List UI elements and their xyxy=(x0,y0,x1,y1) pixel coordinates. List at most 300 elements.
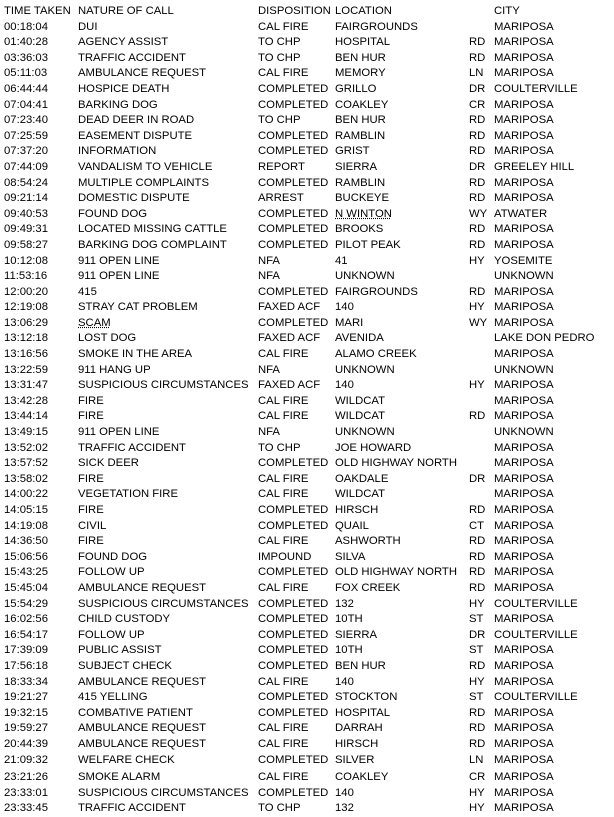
cell-time: 03:36:03 xyxy=(4,51,48,64)
cell-disposition: COMPLETED xyxy=(258,285,329,298)
cell-nature: LOST DOG xyxy=(78,332,137,345)
cell-nature: 415 YELLING xyxy=(78,691,148,704)
cell-location: OAKDALE xyxy=(335,472,389,485)
table-row xyxy=(4,129,610,145)
cell-city: MARIPOSA xyxy=(494,644,554,657)
cell-nature: 415 xyxy=(78,285,97,298)
cell-disposition: CAL FIRE xyxy=(258,20,309,33)
cell-time: 13:49:15 xyxy=(4,426,48,439)
table-row xyxy=(4,612,610,628)
cell-time: 13:57:52 xyxy=(4,457,48,470)
table-row xyxy=(4,378,610,394)
table-row xyxy=(4,643,610,659)
cell-time: 13:06:29 xyxy=(4,316,48,329)
cell-disposition: COMPLETED xyxy=(258,207,329,220)
cell-nature: AGENCY ASSIST xyxy=(78,36,169,49)
table-row xyxy=(4,254,610,270)
cell-disposition: FAXED ACF xyxy=(258,301,321,314)
cell-street-suffix: LN xyxy=(469,753,484,766)
cell-time: 15:54:29 xyxy=(4,597,48,610)
cell-city: MARIPOSA xyxy=(494,675,554,688)
cell-time: 11:53:16 xyxy=(4,270,48,283)
cell-location: QUAIL xyxy=(335,519,369,532)
cell-disposition: COMPLETED xyxy=(258,786,329,799)
cell-street-suffix: RD xyxy=(469,737,486,750)
cell-street-suffix: ST xyxy=(469,613,484,626)
cell-disposition: CAL FIRE xyxy=(258,675,309,688)
cell-city: MARIPOSA xyxy=(494,472,554,485)
cell-location: 132 xyxy=(335,802,354,815)
cell-location: 140 xyxy=(335,379,354,392)
cell-disposition: COMPLETED xyxy=(258,644,329,657)
cell-disposition: COMPLETED xyxy=(258,566,329,579)
cell-time: 19:21:27 xyxy=(4,691,48,704)
table-row xyxy=(4,207,610,223)
cell-city: LAKE DON PEDRO xyxy=(494,332,595,345)
table-row xyxy=(4,363,610,379)
table-row xyxy=(4,425,610,441)
cell-location: FAIRGROUNDS xyxy=(335,20,418,33)
cell-street-suffix: RD xyxy=(469,129,486,142)
cell-time: 07:04:41 xyxy=(4,98,48,111)
cell-location: UNKNOWN xyxy=(335,426,395,439)
cell-location: DARRAH xyxy=(335,722,383,735)
cell-time: 14:36:50 xyxy=(4,535,48,548)
cell-street-suffix: RD xyxy=(469,550,486,563)
cell-city: MARIPOSA xyxy=(494,98,554,111)
cell-street-suffix: HY xyxy=(469,379,485,392)
cell-location: GRIST xyxy=(335,145,370,158)
cell-location: GRILLO xyxy=(335,82,377,95)
cell-street-suffix: RD xyxy=(469,722,486,735)
cell-location: HIRSCH xyxy=(335,504,379,516)
table-row xyxy=(4,35,610,51)
cell-street-suffix: RD xyxy=(469,581,486,594)
cell-location: HOSPITAL xyxy=(335,36,391,49)
cell-city: MARIPOSA xyxy=(494,20,554,33)
table-row xyxy=(4,550,610,566)
table-row xyxy=(4,565,610,581)
cell-disposition: TO CHP xyxy=(258,802,301,815)
cell-disposition: NFA xyxy=(258,254,280,267)
cell-city: MARIPOSA xyxy=(494,394,554,407)
cell-nature: 911 OPEN LINE xyxy=(78,426,160,439)
table-row xyxy=(4,770,610,786)
cell-city: MARIPOSA xyxy=(494,301,554,314)
cell-disposition: TO CHP xyxy=(258,51,301,64)
cell-city: YOSEMITE xyxy=(494,254,553,267)
cell-city: COULTERVILLE xyxy=(494,628,578,641)
cell-time: 18:33:34 xyxy=(4,675,48,688)
cell-city: MARIPOSA xyxy=(494,285,554,298)
cell-disposition: COMPLETED xyxy=(258,628,329,641)
table-row xyxy=(4,98,610,114)
cell-city: UNKNOWN xyxy=(494,270,554,283)
cell-street-suffix: WY xyxy=(469,207,488,220)
cell-disposition: CAL FIRE xyxy=(258,535,309,548)
cell-city: MARIPOSA xyxy=(494,457,554,470)
cell-disposition: CAL FIRE xyxy=(258,472,309,485)
cell-time: 15:43:25 xyxy=(4,566,48,579)
table-row xyxy=(4,706,610,722)
cell-time: 15:06:56 xyxy=(4,550,48,563)
cell-location: ALAMO CREEK xyxy=(335,348,417,361)
cell-time: 14:05:15 xyxy=(4,504,48,516)
cell-time: 00:18:04 xyxy=(4,20,48,33)
cell-location: BEN HUR xyxy=(335,114,386,127)
cell-time: 12:19:08 xyxy=(4,301,48,314)
table-row xyxy=(4,801,610,817)
cell-location: COAKLEY xyxy=(335,771,389,784)
header-nature: NATURE OF CALL xyxy=(78,5,174,17)
cell-city: MARIPOSA xyxy=(494,51,554,64)
cell-location: UNKNOWN xyxy=(335,363,395,376)
cell-location: HIRSCH xyxy=(335,737,379,750)
cell-nature: 911 OPEN LINE xyxy=(78,270,160,283)
cell-disposition: TO CHP xyxy=(258,36,301,49)
cell-time: 13:42:28 xyxy=(4,394,48,407)
cell-street-suffix: HY xyxy=(469,254,485,267)
cell-nature: TRAFFIC ACCIDENT xyxy=(78,441,186,454)
cell-nature: VANDALISM TO VEHICLE xyxy=(78,160,213,173)
cell-nature: SCAM xyxy=(78,316,111,329)
cell-disposition: COMPLETED xyxy=(258,82,329,95)
cell-time: 10:12:08 xyxy=(4,254,48,267)
cell-time: 23:21:26 xyxy=(4,771,48,784)
cell-time: 20:44:39 xyxy=(4,737,48,750)
cell-nature: INFORMATION xyxy=(78,145,157,158)
cell-disposition: NFA xyxy=(258,426,280,439)
cell-nature: AMBULANCE REQUEST xyxy=(78,581,207,594)
cell-disposition: CAL FIRE xyxy=(258,348,309,361)
cell-nature: FIRE xyxy=(78,504,104,516)
cell-disposition: FAXED ACF xyxy=(258,332,321,345)
cell-nature: SUSPICIOUS CIRCUMSTANCES xyxy=(78,379,249,392)
table-row xyxy=(4,20,610,36)
cell-street-suffix: CR xyxy=(469,98,486,111)
cell-nature: CIVIL xyxy=(78,519,107,532)
cell-street-suffix: RD xyxy=(469,566,486,579)
cell-street-suffix: RD xyxy=(469,145,486,158)
cell-location: SILVER xyxy=(335,753,375,766)
header-disposition: DISPOSITION xyxy=(258,5,331,17)
cell-street-suffix: ST xyxy=(469,644,484,657)
cell-city: COULTERVILLE xyxy=(494,597,578,610)
cell-nature: FOUND DOG xyxy=(78,550,148,563)
cell-nature: SUSPICIOUS CIRCUMSTANCES xyxy=(78,597,249,610)
cell-location: FOX CREEK xyxy=(335,581,401,594)
cell-location: BUCKEYE xyxy=(335,192,389,205)
cell-nature: TRAFFIC ACCIDENT xyxy=(78,51,186,64)
cell-time: 08:54:24 xyxy=(4,176,48,189)
table-row xyxy=(4,51,610,67)
cell-time: 15:45:04 xyxy=(4,581,48,594)
cell-street-suffix: RD xyxy=(469,535,486,548)
cell-city: MARIPOSA xyxy=(494,441,554,454)
cell-city: COULTERVILLE xyxy=(494,691,578,704)
cell-location: JOE HOWARD xyxy=(335,441,412,454)
cell-nature: LOCATED MISSING CATTLE xyxy=(78,223,227,236)
cell-disposition: COMPLETED xyxy=(258,519,329,532)
cell-time: 13:16:56 xyxy=(4,348,48,361)
cell-nature: AMBULANCE REQUEST xyxy=(78,675,207,688)
cell-disposition: CAL FIRE xyxy=(258,737,309,750)
cell-nature: DOMESTIC DISPUTE xyxy=(78,192,190,205)
header-location: LOCATION xyxy=(335,5,392,17)
cell-nature: VEGETATION FIRE xyxy=(78,488,179,501)
cell-location: SIERRA xyxy=(335,628,378,641)
cell-street-suffix: HY xyxy=(469,675,485,688)
header-row xyxy=(4,4,610,20)
cell-time: 09:40:53 xyxy=(4,207,48,220)
cell-street-suffix: WY xyxy=(469,316,488,329)
cell-location: HOSPITAL xyxy=(335,706,391,719)
cell-location: SILVA xyxy=(335,550,366,563)
cell-street-suffix: RD xyxy=(469,114,486,127)
cell-city: UNKNOWN xyxy=(494,363,554,376)
cell-disposition: TO CHP xyxy=(258,114,301,127)
table-body xyxy=(4,20,610,817)
table-row xyxy=(4,316,610,332)
cell-city: MARIPOSA xyxy=(494,753,554,766)
table-row xyxy=(4,534,610,550)
table-row xyxy=(4,144,610,160)
cell-city: MARIPOSA xyxy=(494,488,554,501)
cell-nature: HOSPICE DEATH xyxy=(78,82,170,95)
cell-location: RAMBLIN xyxy=(335,176,386,189)
cell-location: SIERRA xyxy=(335,160,378,173)
table-row xyxy=(4,597,610,613)
cell-location: OLD HIGHWAY NORTH xyxy=(335,566,457,579)
cell-nature: DEAD DEER IN ROAD xyxy=(78,114,195,127)
cell-location: WILDCAT xyxy=(335,394,385,407)
table-row xyxy=(4,300,610,316)
cell-street-suffix: DR xyxy=(469,82,486,95)
cell-city: MARIPOSA xyxy=(494,67,554,80)
cell-street-suffix: RD xyxy=(469,51,486,64)
cell-city: COULTERVILLE xyxy=(494,82,578,95)
cell-disposition: CAL FIRE xyxy=(258,410,309,423)
table-row xyxy=(4,753,610,771)
cell-location: RAMBLIN xyxy=(335,129,386,142)
table-row xyxy=(4,472,610,488)
cell-city: MARIPOSA xyxy=(494,145,554,158)
cell-disposition: ARREST xyxy=(258,192,304,205)
table-row xyxy=(4,222,610,238)
cell-city: MARIPOSA xyxy=(494,581,554,594)
cell-time: 14:00:22 xyxy=(4,488,48,501)
table-row xyxy=(4,503,610,519)
cell-nature: BARKING DOG COMPLAINT xyxy=(78,238,227,251)
table-row xyxy=(4,690,610,706)
cell-time: 09:58:27 xyxy=(4,238,48,251)
cell-nature: BARKING DOG xyxy=(78,98,158,111)
cell-disposition: CAL FIRE xyxy=(258,488,309,501)
cell-disposition: CAL FIRE xyxy=(258,581,309,594)
cell-time: 23:33:45 xyxy=(4,802,48,815)
cell-disposition: COMPLETED xyxy=(258,316,329,329)
cell-disposition: CAL FIRE xyxy=(258,394,309,407)
cell-time: 05:11:03 xyxy=(4,67,48,80)
cell-disposition: COMPLETED xyxy=(258,691,329,704)
table-row xyxy=(4,786,610,802)
cell-time: 21:09:32 xyxy=(4,753,48,766)
table-row xyxy=(4,285,610,301)
call-log-table xyxy=(4,4,610,817)
cell-time: 13:52:02 xyxy=(4,441,48,454)
cell-street-suffix: DR xyxy=(469,160,486,173)
cell-city: MARIPOSA xyxy=(494,504,554,516)
cell-nature: FOLLOW UP xyxy=(78,566,145,579)
cell-disposition: COMPLETED xyxy=(258,753,329,766)
cell-disposition: COMPLETED xyxy=(258,504,329,516)
cell-nature: AMBULANCE REQUEST xyxy=(78,67,207,80)
table-row xyxy=(4,737,610,753)
cell-nature: COMBATIVE PATIENT xyxy=(78,706,193,719)
table-row xyxy=(4,160,610,176)
cell-location: N WINTON xyxy=(335,207,392,220)
cell-disposition: COMPLETED xyxy=(258,613,329,626)
cell-time: 09:49:31 xyxy=(4,223,48,236)
cell-city: MARIPOSA xyxy=(494,316,554,329)
cell-nature: FIRE xyxy=(78,410,104,423)
cell-city: MARIPOSA xyxy=(494,348,554,361)
cell-street-suffix: RD xyxy=(469,238,486,251)
header-city: CITY xyxy=(494,5,520,17)
cell-location: 41 xyxy=(335,254,348,267)
cell-city: MARIPOSA xyxy=(494,722,554,735)
cell-street-suffix: HY xyxy=(469,786,485,799)
cell-nature: FOUND DOG xyxy=(78,207,148,220)
cell-nature: SUSPICIOUS CIRCUMSTANCES xyxy=(78,786,249,799)
cell-location: 132 xyxy=(335,597,354,610)
table-row xyxy=(4,238,610,254)
cell-nature: CHILD CUSTODY xyxy=(78,613,171,626)
cell-location: WILDCAT xyxy=(335,488,385,501)
cell-city: GREELEY HILL xyxy=(494,160,575,173)
cell-city: MARIPOSA xyxy=(494,238,554,251)
cell-street-suffix: CT xyxy=(469,519,485,532)
cell-nature: MULTIPLE COMPLAINTS xyxy=(78,176,209,189)
cell-time: 19:32:15 xyxy=(4,706,48,719)
table-row xyxy=(4,394,610,410)
cell-street-suffix: RD xyxy=(469,410,486,423)
cell-time: 23:33:01 xyxy=(4,786,48,799)
cell-street-suffix: LN xyxy=(469,67,484,80)
cell-nature: SMOKE ALARM xyxy=(78,771,161,784)
table-row xyxy=(4,581,610,597)
cell-location: PILOT PEAK xyxy=(335,238,401,251)
cell-street-suffix: HY xyxy=(469,301,485,314)
cell-time: 17:56:18 xyxy=(4,659,48,672)
cell-city: MARIPOSA xyxy=(494,192,554,205)
cell-nature: 911 OPEN LINE xyxy=(78,254,160,267)
table-row xyxy=(4,487,610,503)
cell-disposition: COMPLETED xyxy=(258,238,329,251)
cell-location: BEN HUR xyxy=(335,659,386,672)
cell-location: AVENIDA xyxy=(335,332,384,345)
cell-location: 140 xyxy=(335,675,354,688)
cell-street-suffix: RD xyxy=(469,504,486,516)
cell-city: ATWATER xyxy=(494,207,548,220)
cell-disposition: NFA xyxy=(258,270,280,283)
cell-location: ASHWORTH xyxy=(335,535,401,548)
cell-city: MARIPOSA xyxy=(494,176,554,189)
cell-disposition: COMPLETED xyxy=(258,98,329,111)
cell-nature: SICK DEER xyxy=(78,457,139,470)
cell-time: 13:22:59 xyxy=(4,363,48,376)
cell-street-suffix: RD xyxy=(469,192,486,205)
cell-time: 17:39:09 xyxy=(4,644,48,657)
cell-time: 09:21:14 xyxy=(4,192,48,205)
cell-disposition: TO CHP xyxy=(258,441,301,454)
cell-city: MARIPOSA xyxy=(494,771,554,784)
cell-disposition: FAXED ACF xyxy=(258,379,321,392)
cell-time: 14:19:08 xyxy=(4,519,48,532)
cell-street-suffix: HY xyxy=(469,802,485,815)
cell-location: FAIRGROUNDS xyxy=(335,285,418,298)
cell-city: MARIPOSA xyxy=(494,786,554,799)
table-row xyxy=(4,659,610,675)
cell-street-suffix: RD xyxy=(469,706,486,719)
cell-city: MARIPOSA xyxy=(494,223,554,236)
cell-street-suffix: CR xyxy=(469,771,486,784)
cell-time: 13:44:14 xyxy=(4,410,48,423)
cell-location: 10TH xyxy=(335,644,363,657)
cell-street-suffix: RD xyxy=(469,176,486,189)
table-row xyxy=(4,628,610,644)
cell-street-suffix: DR xyxy=(469,472,486,485)
cell-disposition: COMPLETED xyxy=(258,659,329,672)
cell-nature: FIRE xyxy=(78,472,104,485)
table-row xyxy=(4,66,610,82)
cell-time: 07:37:20 xyxy=(4,145,48,158)
cell-street-suffix: RD xyxy=(469,36,486,49)
cell-time: 07:23:40 xyxy=(4,114,48,127)
cell-city: MARIPOSA xyxy=(494,129,554,142)
table-row xyxy=(4,441,610,457)
cell-city: MARIPOSA xyxy=(494,36,554,49)
cell-time: 06:44:44 xyxy=(4,82,48,95)
cell-disposition: CAL FIRE xyxy=(258,771,309,784)
cell-disposition: NFA xyxy=(258,363,280,376)
cell-street-suffix: RD xyxy=(469,659,486,672)
cell-location: BEN HUR xyxy=(335,51,386,64)
table-row xyxy=(4,675,610,691)
cell-location: STOCKTON xyxy=(335,691,398,704)
cell-time: 16:54:17 xyxy=(4,628,48,641)
cell-street-suffix: DR xyxy=(469,628,486,641)
cell-street-suffix: RD xyxy=(469,223,486,236)
cell-nature: TRAFFIC ACCIDENT xyxy=(78,802,186,815)
cell-disposition: COMPLETED xyxy=(258,145,329,158)
cell-time: 13:12:18 xyxy=(4,332,48,345)
cell-time: 07:44:09 xyxy=(4,160,48,173)
cell-city: MARIPOSA xyxy=(494,566,554,579)
cell-nature: SUBJECT CHECK xyxy=(78,659,172,672)
cell-disposition: COMPLETED xyxy=(258,706,329,719)
cell-city: MARIPOSA xyxy=(494,613,554,626)
table-row xyxy=(4,113,610,129)
cell-disposition: COMPLETED xyxy=(258,223,329,236)
cell-city: MARIPOSA xyxy=(494,802,554,815)
cell-nature: FOLLOW UP xyxy=(78,628,145,641)
cell-city: MARIPOSA xyxy=(494,550,554,563)
cell-time: 13:58:02 xyxy=(4,472,48,485)
cell-location: BROOKS xyxy=(335,223,384,236)
cell-city: MARIPOSA xyxy=(494,737,554,750)
cell-location: 140 xyxy=(335,786,354,799)
